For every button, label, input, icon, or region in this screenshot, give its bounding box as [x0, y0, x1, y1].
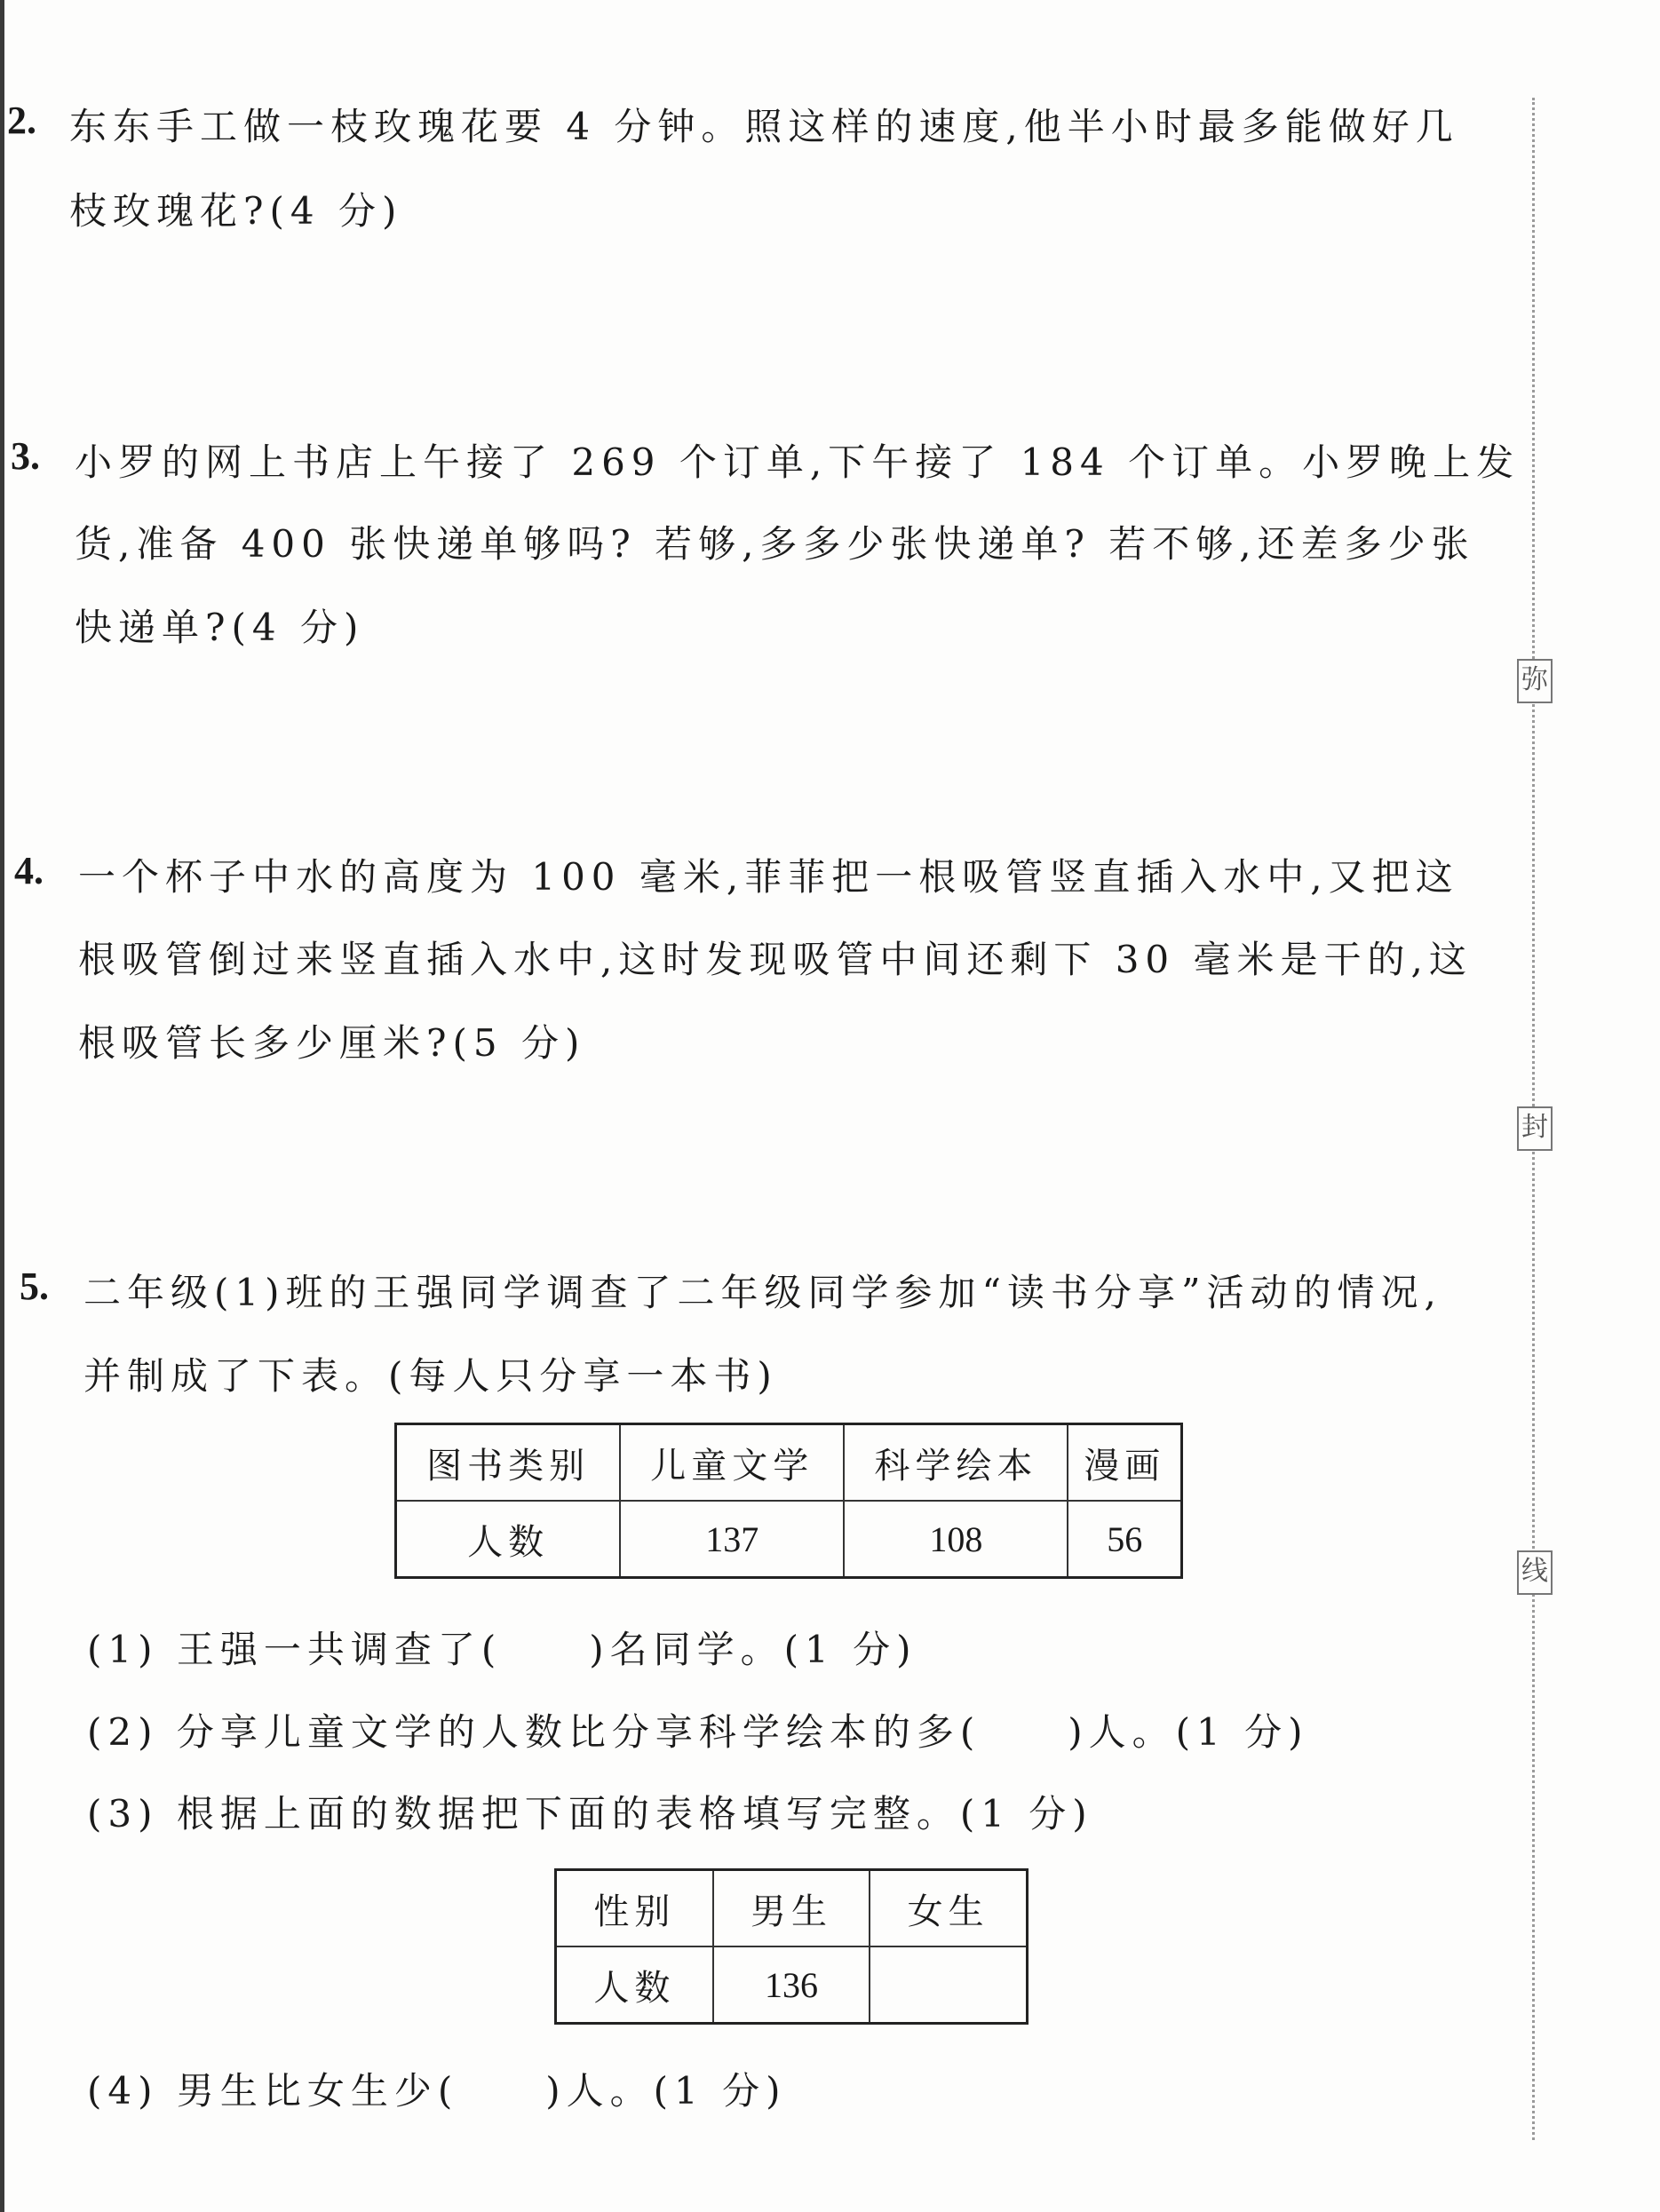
answer-blank-cell	[870, 1946, 1027, 2024]
question-text-line: 枝玫瑰花?(4 分)	[69, 189, 403, 233]
question-text-line: 根吸管长多少厘米?(5 分)	[78, 1021, 586, 1065]
page-edge	[0, 0, 4, 2212]
table-header-cell: 科学绘本	[844, 1424, 1068, 1502]
question-number: 5.	[20, 1265, 49, 1308]
question-text-line: 二年级(1)班的王强同学调查了二年级同学参加“读书分享”活动的情况,	[83, 1271, 1442, 1314]
question-number: 2.	[7, 99, 36, 142]
question-text-line: 东东手工做一枝玫瑰花要 4 分钟。照这样的速度,他半小时最多能做好几	[69, 105, 1459, 148]
question-text-line: 小罗的网上书店上午接了 269 个订单,下午接了 184 个订单。小罗晚上发	[75, 440, 1521, 484]
sub-question-3: (3) 根据上面的数据把下面的表格填写完整。(1 分)	[87, 1792, 1093, 1835]
table-header-cell: 儿童文学	[620, 1424, 844, 1502]
table-row	[396, 1424, 1182, 1502]
question-text-line: 快递单?(4 分)	[75, 606, 365, 649]
sub-question-1: (1) 王强一共调查了( )名同学。(1 分)	[87, 1628, 917, 1671]
question-number: 3.	[11, 434, 40, 478]
table-header-cell: 性别	[556, 1870, 713, 1947]
question-number: 4.	[14, 849, 44, 892]
margin-mark: 弥	[1517, 659, 1553, 703]
question-text-line: 货,准备 400 张快递单够吗? 若够,多多少张快递单? 若不够,还差多少张	[75, 522, 1475, 566]
table-row	[556, 1946, 1028, 2024]
gender-table	[554, 1868, 1029, 2025]
table-header-cell: 女生	[870, 1870, 1027, 1947]
table-header-cell: 男生	[713, 1870, 870, 1947]
question-text-line: 根吸管倒过来竖直插入水中,这时发现吸管中间还剩下 30 毫米是干的,这	[78, 938, 1473, 981]
table-cell: 108	[844, 1501, 1068, 1578]
question-text-line: 并制成了下表。(每人只分享一本书)	[83, 1354, 778, 1398]
table-header-cell: 漫画	[1068, 1424, 1181, 1502]
book-category-table	[394, 1423, 1183, 1579]
table-cell: 人数	[556, 1946, 713, 2024]
margin-mark: 封	[1517, 1106, 1553, 1151]
sub-question-2: (2) 分享儿童文学的人数比分享科学绘本的多( )人。(1 分)	[87, 1710, 1309, 1754]
table-row	[396, 1501, 1182, 1578]
question-text-line: 一个杯子中水的高度为 100 毫米,菲菲把一根吸管竖直插入水中,又把这	[78, 855, 1459, 899]
table-header-cell: 图书类别	[396, 1424, 621, 1502]
table-cell: 137	[620, 1501, 844, 1578]
table-cell: 人数	[396, 1501, 621, 1578]
margin-mark: 线	[1517, 1550, 1553, 1595]
table-row	[556, 1870, 1028, 1947]
table-cell: 56	[1068, 1501, 1181, 1578]
sub-question-4: (4) 男生比女生少( )人。(1 分)	[87, 2069, 787, 2113]
table-cell: 136	[713, 1946, 870, 2024]
